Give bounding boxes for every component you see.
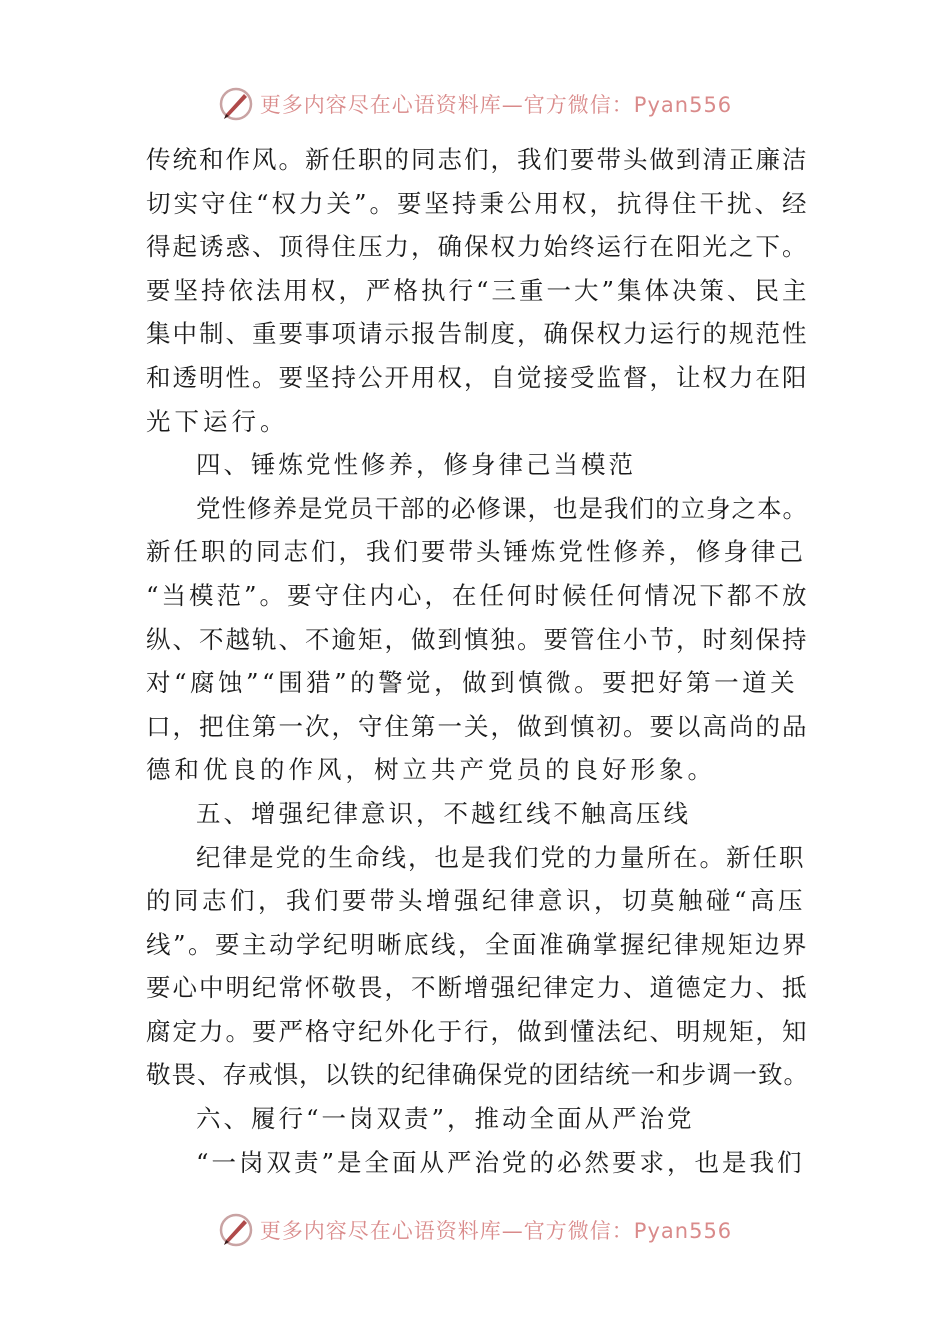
pen-logo-icon	[218, 1212, 254, 1248]
text-line: 德和优良的作风，树立共产党员的良好形象。	[146, 755, 716, 785]
text-line: 集中制、重要事项请示报告制度，确保权力运行的规范性	[146, 319, 809, 349]
header-watermark	[0, 84, 950, 124]
text-line: 要坚持依法用权，严格执行“三重一大”集体决策、民主	[146, 275, 810, 305]
text-line: 和透明性。要坚持公开用权，自觉接受监督，让权力在阳	[146, 362, 809, 392]
text-line: 党性修养是党员干部的必修课，也是我们的立身之本。	[196, 493, 808, 523]
text-line: 光下运行。	[146, 406, 289, 436]
text-line: 敬畏、存戒惧，以铁的纪律确保党的团结统一和步调一致。	[146, 1060, 809, 1090]
section-heading: 六、履行“一岗双责”，推动全面从严治党	[196, 1104, 695, 1134]
text-line: 纪律是党的生命线，也是我们党的力量所在。新任职	[196, 842, 806, 872]
text-line: 传统和作风。新任职的同志们，我们要带头做到清正廉洁	[146, 145, 809, 174]
text-line: 的同志们，我们要带头增强纪律意识，切莫触碰“高压	[146, 886, 807, 916]
text-line: 新任职的同志们，我们要带头锤炼党性修养，修身律己	[146, 537, 806, 567]
text-line: 线”。要主动学纪明晰底线，全面准确掌握纪律规矩边界	[146, 929, 810, 959]
text-line: 口，把住第一次，守住第一关，做到慎初。要以高尚的品	[146, 711, 809, 741]
text-line: 对“腐蚀”“围猎”的警觉，做到慎微。要把好第一道关	[146, 668, 799, 698]
header-watermark-text: 更多内容尽在心语资料库—官方微信：Pyan556	[259, 93, 733, 117]
footer-watermark	[0, 1210, 950, 1250]
pen-logo-icon	[218, 86, 254, 122]
text-line: 切实守住“权力关”。要坚持秉公用权，抗得住干扰、经	[146, 188, 810, 218]
footer-watermark-text: 更多内容尽在心语资料库—官方微信：Pyan556	[259, 1219, 733, 1243]
section-heading: 四、锤炼党性修养，修身律己当模范	[196, 450, 636, 480]
section-heading: 五、增强纪律意识，不越红线不触高压线	[196, 798, 691, 828]
text-line: 腐定力。要严格守纪外化于行，做到懂法纪、明规矩，知	[146, 1016, 809, 1046]
text-line: “当模范”。要守住内心，在任何时候任何情况下都不放	[146, 580, 810, 610]
text-line: 纵、不越轨、不逾矩，做到慎独。要管住小节，时刻保持	[146, 624, 809, 654]
document-body	[146, 138, 810, 1184]
text-line: 得起诱惑、顶得住压力，确保权力始终运行在阳光之下。	[146, 232, 809, 262]
text-line: 要心中明纪常怀敬畏，不断增强纪律定力、道德定力、抵	[146, 973, 809, 1003]
text-line: “一岗双责”是全面从严治党的必然要求，也是我们	[196, 1147, 805, 1177]
